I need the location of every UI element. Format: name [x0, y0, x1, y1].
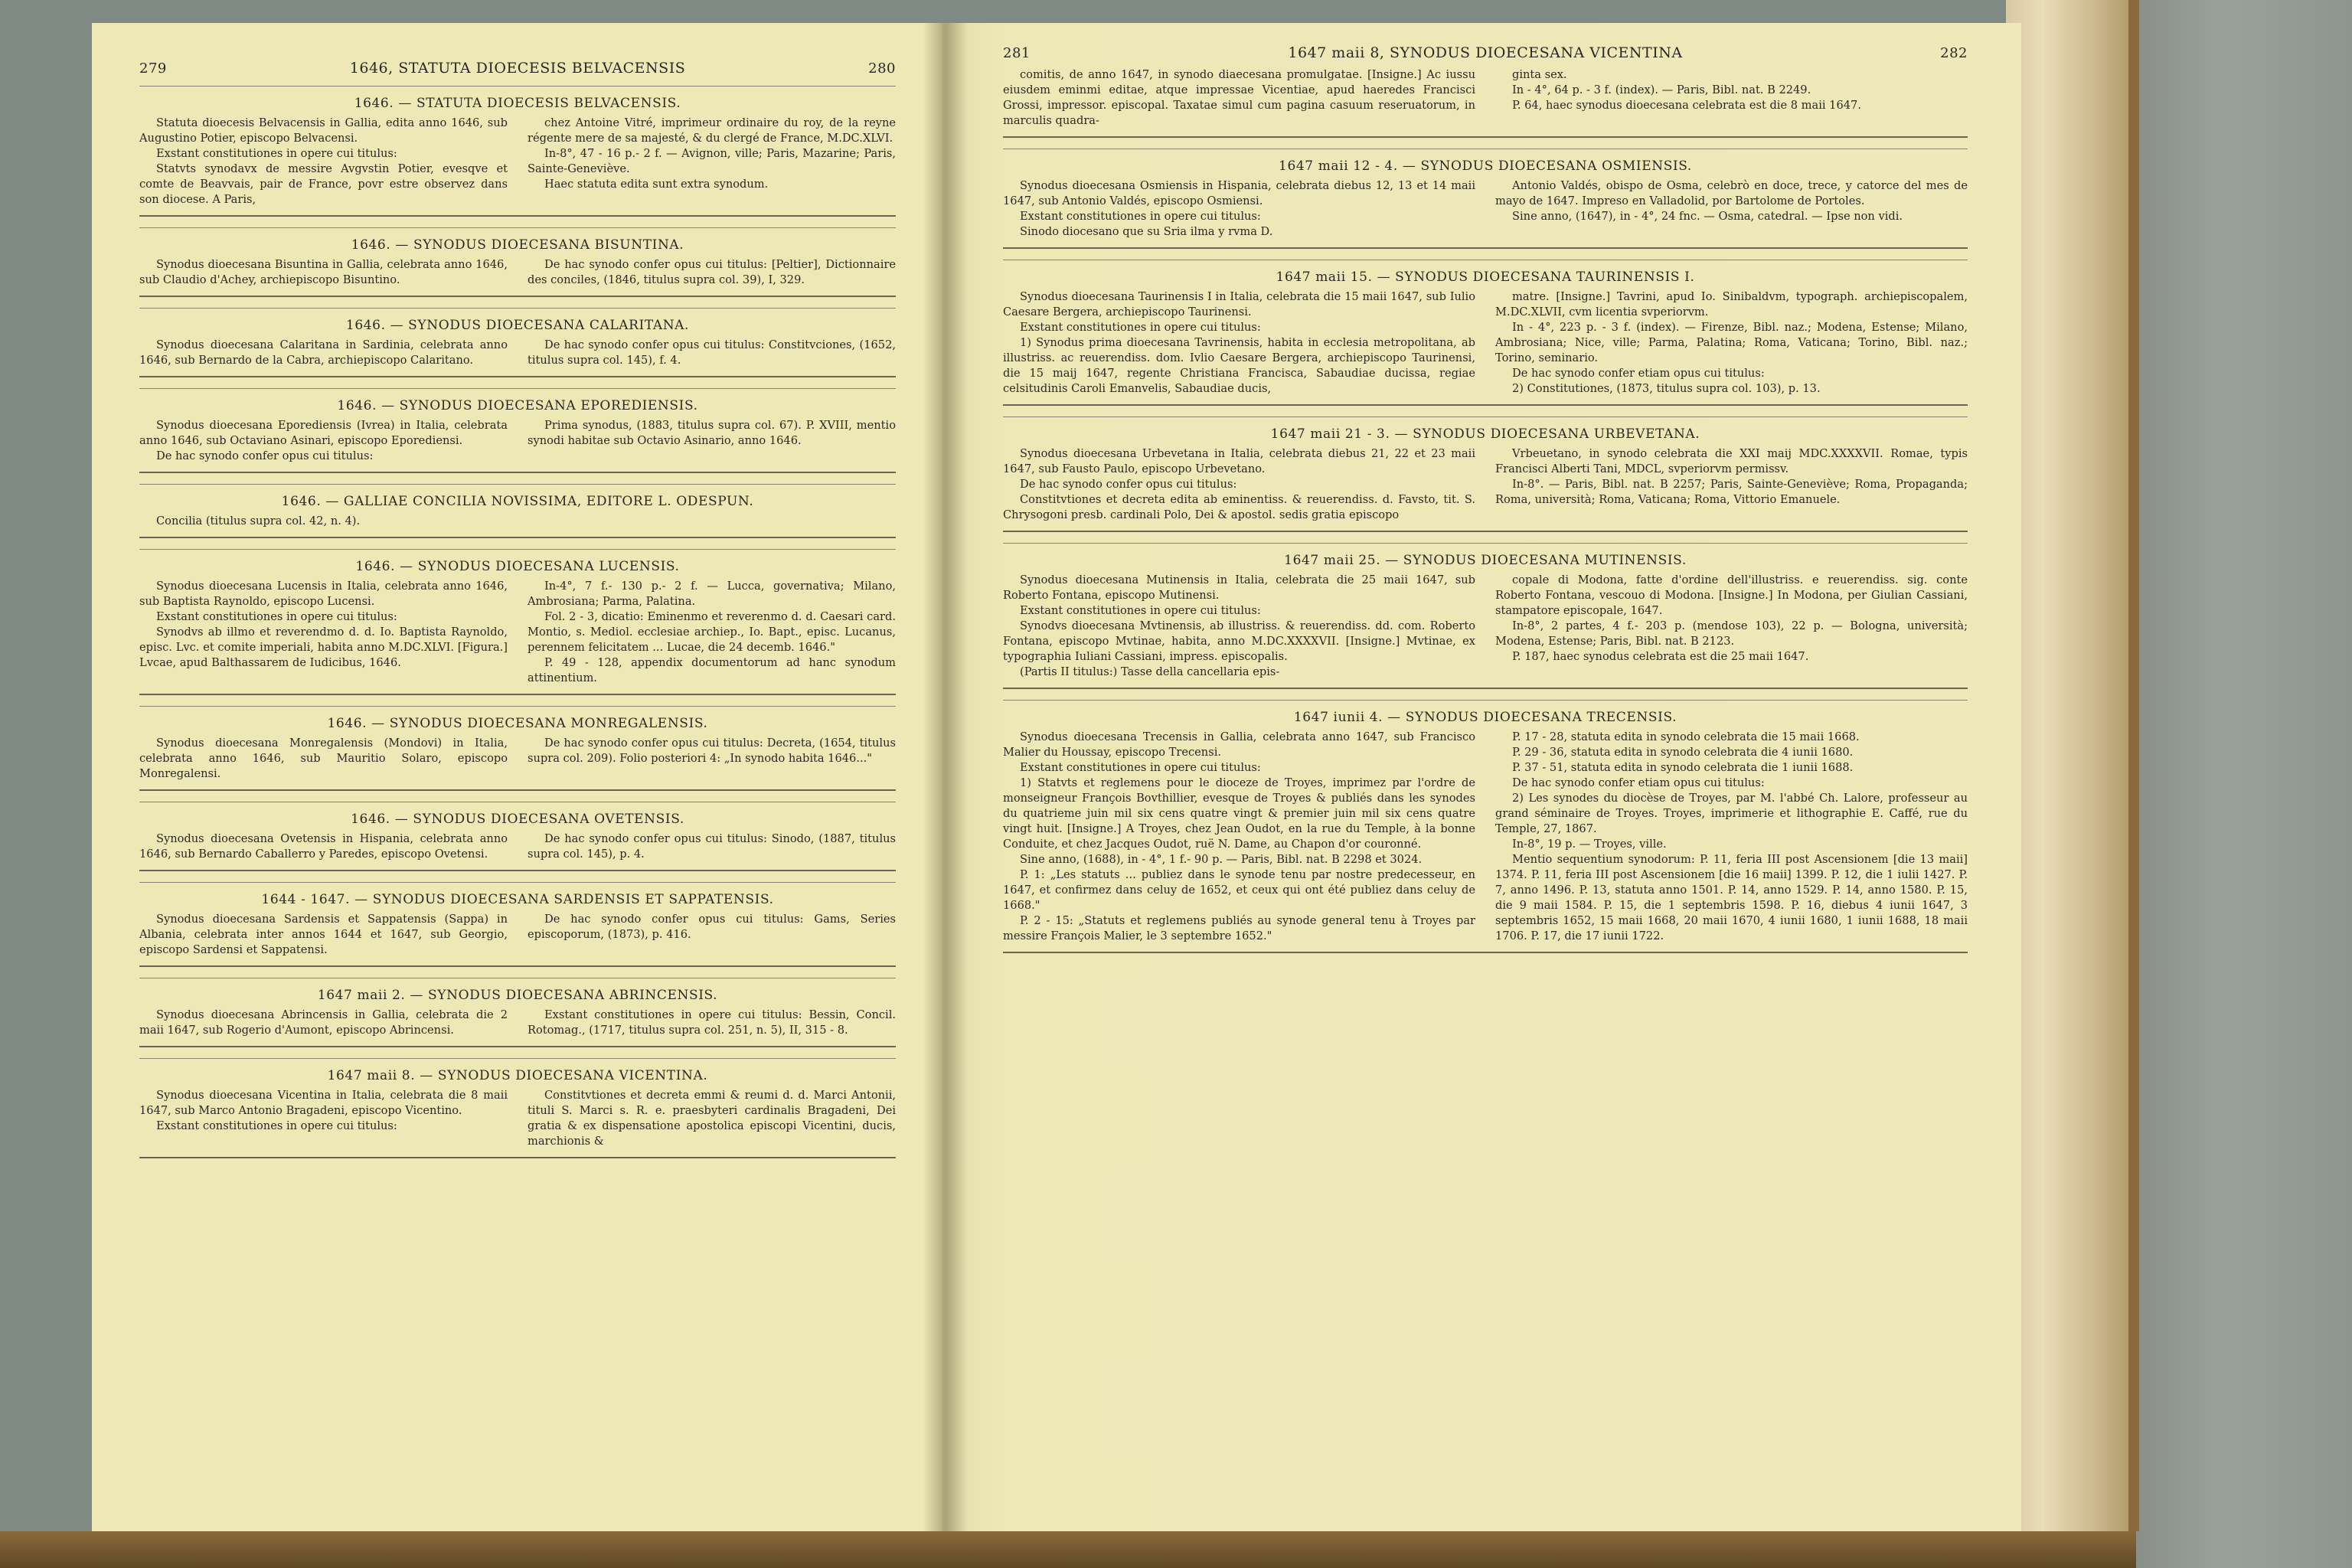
entry-paragraph: Concilia (titulus supra col. 42, n. 4). [156, 514, 361, 528]
entry-column [1003, 67, 1475, 129]
entry-columns [1003, 178, 1968, 240]
entry-paragraph: 1) Statvts et reglemens pour le dioceze de Troyes, imprimez par l'ordre de monseigneur François Bovthillier, evesque de Troyes & publiés dans les synodes du quatrieme juin mil six cens quatre vingt & premier juin mil six cens quatre vingt huit. [Insigne.] A Troyes, chez Jean Oudot, en la rue du Temple, à la bonne Conduite, et chez Jacques Oudot, ruë N. Dame, au Chapon d'or couronné. [1003, 776, 1475, 851]
section-end-rule [1003, 531, 1968, 532]
entry-paragraph: Exstant constitutiones in opere cui titulus: [156, 1119, 397, 1132]
background-right [2136, 0, 2352, 1568]
entry-paragraph: In-8°, 47 - 16 p.- 2 f. — Avignon, ville; Paris, Mazarine; Paris, Sainte-Geneviève. [528, 147, 896, 175]
entry-paragraph: P. 17 - 28, statuta edita in synodo celebrata die 15 maii 1668. [1512, 730, 1860, 743]
section-heading: 1647 maii 15. — SYNODUS DIOECESANA TAURINENSIS I. [1276, 270, 1695, 285]
entry-paragraph: In-8°, 2 partes, 4 f.- 203 p. (mendose 103), 22 p. — Bologna, università; Modena, Estense; Paris, Bibl. nat. B 2123. [1495, 619, 1968, 648]
continuation-block [1003, 67, 1968, 138]
section-end-rule [1003, 952, 1968, 953]
entry-paragraph: Synodus dioecesana Trecensis in Gallia, celebrata anno 1647, sub Francisco Malier du Houssay, episcopo Trecensi. [1003, 730, 1475, 759]
entry-paragraph: Synodus dioecesana Urbevetana in Italia, celebrata diebus 21, 22 et 23 maii 1647, sub Fausto Paulo, episcopo Urbevetano. [1003, 447, 1475, 475]
entry-paragraph: Exstant constitutiones in opere cui titulus: [156, 610, 397, 623]
entry-paragraph: chez Antoine Vitré, imprimeur ordinaire du roy, de la reyne régente mere de sa majesté, & du clergé de France, M.DC.XLVI. [528, 116, 896, 145]
entry-column [139, 579, 508, 686]
entry-column [528, 418, 896, 464]
entry-section [1003, 700, 1968, 953]
entry-paragraph: Exstant constitutiones in opere cui titulus: [1020, 604, 1261, 617]
entry-paragraph: Statvts synodavx de messire Avgvstin Potier, evesqve et comte de Beavvais, pair de France, povr estre observez dans son diocese. A Paris, [139, 162, 508, 206]
entry-paragraph: Synodus dioecesana Eporediensis (Ivrea) in Italia, celebrata anno 1646, sub Octaviano Asinari, episcopo Eporediensi. [139, 419, 508, 447]
entry-columns [139, 514, 896, 529]
entry-paragraph: In - 4°, 64 p. - 3 f. (index). — Paris, Bibl. nat. B 2249. [1512, 83, 1811, 96]
entry-paragraph: Fol. 2 - 3, dicatio: Eminenmo et reverenmo d. d. Caesari card. Montio, s. Mediol. ecclesiae archiep., Io. Bapt., episc. Lucanus, perennem felicitatem ... Lucae, die 24 decemb. 1646." [528, 610, 896, 654]
section-end-rule [139, 296, 896, 297]
running-title: 1646, STATUTA DIOECESIS BELVACENSIS [349, 60, 686, 77]
entry-paragraph: Constitvtiones et decreta emmi & reumi d. d. Marci Antonii, tituli S. Marci s. R. e. praesbyteri cardinalis Bragadeni, Dei gratia & ex dispensatione apostolica episcopi Vicentini, ducis, marchionis & [528, 1089, 896, 1148]
section-end-rule [139, 215, 896, 217]
section-heading: 1647 maii 21 - 3. — SYNODUS DIOECESANA URBEVETANA. [1270, 426, 1700, 442]
entry-column [139, 1088, 508, 1149]
entry-paragraph: (Partis II titulus:) Tasse della cancellaria epis- [1020, 665, 1280, 678]
entry-paragraph: De hac synodo confer etiam opus cui titulus: [1512, 367, 1765, 380]
entry-paragraph: Synodus dioecesana Osmiensis in Hispania, celebrata diebus 12, 13 et 14 maii 1647, sub Antonio Valdés, episcopo Osmiensi. [1003, 179, 1475, 207]
entry-paragraph: De hac synodo confer opus cui titulus: Gams, Series episcoporum, (1873), p. 416. [528, 913, 896, 941]
entry-paragraph: Synodvs ab illmo et reverendmo d. d. Io. Baptista Raynoldo, episc. Lvc. et comite imperiali, habita anno M.DC.XLVI. [Figura.] Lvcae, apud Balthassarem de Iudicibus, 1646. [139, 626, 508, 669]
section-rule [139, 1058, 896, 1059]
entry-paragraph: Exstant constitutiones in opere cui titulus: [1020, 761, 1261, 774]
entry-paragraph: copale di Modona, fatte d'ordine dell'illustriss. e reuerendiss. sig. conte Roberto Fontana, vescouo di Modona. [Insigne.] In Modona, per Giulian Cassiani, stampatore episcopale, 1647. [1495, 573, 1968, 617]
page-number: 282 [1940, 45, 1968, 61]
entry-paragraph: De hac synodo confer opus cui titulus: [1020, 478, 1237, 491]
section-heading: 1647 maii 12 - 4. — SYNODUS DIOECESANA OSMIENSIS. [1279, 158, 1692, 174]
section-heading: 1646. — STATUTA DIOECESIS BELVACENSIS. [354, 96, 681, 111]
entry-paragraph: Sine anno, (1688), in - 4°, 1 f.- 90 p. — Paris, Bibl. nat. B 2298 et 3024. [1020, 853, 1423, 866]
section-heading: 1646. — SYNODUS DIOECESANA EPOREDIENSIS. [337, 398, 698, 413]
entry-paragraph: Synodus dioecesana Monregalensis (Mondovi) in Italia, celebrata anno 1646, sub Mauritio Solaro, episcopo Monregalensi. [139, 737, 508, 780]
entry-paragraph: Sine anno, (1647), in - 4°, 24 fnc. — Osma, catedral. — Ipse non vidi. [1512, 210, 1903, 223]
section-rule [1003, 416, 1968, 417]
entry-paragraph: P. 49 - 128, appendix documentorum ad hanc synodum attinentium. [528, 656, 896, 684]
entry-paragraph: De hac synodo confer opus cui titulus: Sinodo, (1887, titulus supra col. 145), p. 4. [528, 832, 896, 861]
entry-column [528, 579, 896, 686]
running-head-left [139, 60, 896, 83]
entry-column [1495, 573, 1968, 680]
section-end-rule [139, 1046, 896, 1047]
entry-paragraph: Exstant constitutiones in opere cui titulus: Bessin, Concil. Rotomag., (1717, titulus supra col. 251, n. 5), II, 315 - 8. [528, 1008, 896, 1037]
left-sections [139, 86, 896, 1158]
entry-column [1495, 178, 1968, 240]
section-heading: 1646. — SYNODUS DIOECESANA LUCENSIS. [355, 559, 680, 574]
entry-paragraph: De hac synodo confer opus cui titulus: Decreta, (1654, titulus supra col. 209). Folio posteriori 4: „In synodo habita 1646..." [528, 737, 896, 765]
entry-paragraph: P. 64, haec synodus dioecesana celebrata est die 8 maii 1647. [1512, 99, 1861, 112]
entry-section [139, 484, 896, 538]
entry-paragraph: Synodvs dioecesana Mvtinensis, ab illustriss. & reuerendiss. dd. com. Roberto Fontana, episcopo Mvtinae, habita, anno M.DC.XXXXVII. [Insigne.] Mvtinae, ex typographia Iuliani Cassiani, impress. episcopalis. [1003, 619, 1475, 663]
entry-column [1495, 67, 1968, 129]
entry-column [139, 418, 508, 464]
entry-paragraph: In - 4°, 223 p. - 3 f. (index). — Firenze, Bibl. naz.; Modena, Estense; Milano, Ambrosiana; Nice, ville; Parma, Palatina; Roma, Vaticana; Torino, Bibl. naz.; Torino, seminario. [1495, 321, 1968, 364]
entry-columns [139, 257, 896, 288]
section-end-rule [139, 1157, 896, 1158]
entry-section [139, 308, 896, 377]
entry-section [1003, 416, 1968, 532]
section-rule [139, 227, 896, 228]
entry-columns [1003, 730, 1968, 944]
section-heading: 1646. — SYNODUS DIOECESANA MONREGALENSIS. [327, 716, 708, 731]
entry-paragraph: Synodus dioecesana Calaritana in Sardinia, celebrata anno 1646, sub Bernardo de la Cabra, archiepiscopo Calaritano. [139, 338, 508, 367]
entry-paragraph: Synodus dioecesana Vicentina in Italia, celebrata die 8 maii 1647, sub Marco Antonio Bragadeni, episcopo Vicentino. [139, 1089, 508, 1117]
entry-column [528, 338, 896, 368]
entry-column [528, 257, 896, 288]
section-heading: 1646. — SYNODUS DIOECESANA OVETENSIS. [351, 812, 684, 827]
entry-columns [139, 736, 896, 782]
entry-columns [1003, 67, 1968, 129]
section-end-rule [1003, 136, 1968, 138]
entry-paragraph: Exstant constitutiones in opere cui titulus: [1020, 210, 1261, 223]
entry-section [1003, 260, 1968, 406]
entry-paragraph: P. 37 - 51, statuta edita in synodo celebrata die 1 iunii 1688. [1512, 761, 1854, 774]
entry-section [139, 882, 896, 967]
book-cover-bottom [0, 1531, 2136, 1568]
section-rule [139, 882, 896, 883]
entry-section [139, 1058, 896, 1158]
entry-columns [1003, 289, 1968, 397]
entry-paragraph: 2) Les synodes du diocèse de Troyes, par M. l'abbé Ch. Lalore, professeur au grand séminaire de Troyes. Troyes, imprimerie et lithographie E. Caffé, rue du Temple, 27, 1867. [1495, 792, 1968, 835]
section-heading: 1646. — SYNODUS DIOECESANA CALARITANA. [345, 318, 690, 333]
entry-paragraph: comitis, de anno 1647, in synodo diaecesana promulgatae. [Insigne.] Ac iussu eiusdem eminmi editae, atque impressae Vicentiae, apud haeredes Francisci Grossi, impressor. episcopal. Taxatae simul cum pagina casuum reseruatorum, in marculis quadra- [1003, 68, 1475, 127]
section-rule [139, 549, 896, 550]
entry-paragraph: De hac synodo confer opus cui titulus: Constitvciones, (1652, titulus supra col. 145), f. 4. [528, 338, 896, 367]
running-head-right [1003, 44, 1968, 67]
entry-column [1495, 730, 1968, 944]
entry-column [528, 831, 896, 862]
section-rule [1003, 543, 1968, 544]
entry-paragraph: Mentio sequentium synodorum: P. 11, feria III post Ascensionem [die 13 maii] 1374. P. 11, feria III post Ascensionem [die 16 maii] 1399. P. 12, die 1 iulii 1427. P. 7, anno 1496. P. 13, statuta anno 1501. P. 14, anno 1529. P. 14, anno 1580. P. 15, die 9 maii 1584. P. 15, die 1 septembris 1598. P. 16, diebus 4 iunii 1647, 3 septembris 1652, 15 maii 1668, 20 maii 1670, 4 iunii 1680, 1 iunii 1688, 18 maii 1706. P. 17, die 17 iunii 1722. [1495, 853, 1968, 942]
entry-columns [139, 338, 896, 368]
page-number: 279 [139, 60, 167, 77]
entry-columns [139, 912, 896, 958]
entry-paragraph: P. 1: „Les statuts ... publiez dans le synode tenu par nostre predecesseur, en 1647, et confirmez dans celuy de 1652, et ceux qui ont été publiez dans celuy de 1668." [1003, 868, 1475, 912]
entry-column [139, 831, 508, 862]
page-number: 281 [1003, 45, 1031, 61]
entry-paragraph: In-8°, 19 p. — Troyes, ville. [1512, 838, 1667, 851]
entry-paragraph: matre. [Insigne.] Tavrini, apud Io. Sinibaldvm, typograph. archiepiscopalem, M.DC.XLVII, cvm licentia svperiorvm. [1495, 290, 1968, 318]
section-heading: 1647 maii 25. — SYNODUS DIOECESANA MUTINENSIS. [1284, 553, 1687, 568]
entry-paragraph: P. 29 - 36, statuta edita in synodo celebrata die 4 iunii 1680. [1512, 746, 1854, 759]
entry-columns [1003, 573, 1968, 680]
entry-column [528, 736, 896, 782]
entry-column [139, 1008, 508, 1038]
entry-paragraph: Synodus dioecesana Sardensis et Sappatensis (Sappa) in Albania, celebrata inter annos 1644 et 1647, sub Georgio, episcopo Sardensi et Sappatensi. [139, 913, 508, 956]
right-sections [1003, 149, 1968, 953]
entry-column [1003, 730, 1475, 944]
section-heading: 1647 maii 2. — SYNODUS DIOECESANA ABRINCENSIS. [317, 988, 718, 1003]
entry-paragraph: Exstant constitutiones in opere cui titulus: [1020, 321, 1261, 334]
entry-paragraph: Synodus dioecesana Abrincensis in Gallia, celebrata die 2 maii 1647, sub Rogerio d'Aumont, episcopo Abrincensi. [139, 1008, 508, 1037]
entry-section [1003, 543, 1968, 689]
section-rule [139, 308, 896, 309]
section-end-rule [139, 870, 896, 871]
entry-column [139, 736, 508, 782]
entry-column [528, 912, 896, 958]
entry-column [528, 1008, 896, 1038]
entry-column [139, 338, 508, 368]
entry-paragraph: P. 187, haec synodus celebrata est die 25 maii 1647. [1512, 650, 1809, 663]
entry-column [139, 257, 508, 288]
entry-paragraph: Statuta dioecesis Belvacensis in Gallia, edita anno 1646, sub Augustino Potier, episcopo Belvacensi. [139, 116, 508, 145]
section-end-rule [139, 965, 896, 967]
section-end-rule [139, 537, 896, 538]
section-heading: 1647 iunii 4. — SYNODUS DIOECESANA TRECENSIS. [1293, 710, 1677, 725]
entry-paragraph: In-4°, 7 f.- 130 p.- 2 f. — Lucca, governativa; Milano, Ambrosiana; Parma, Palatina. [528, 580, 896, 608]
running-title: 1647 maii 8, SYNODUS DIOECESANA VICENTINA [1288, 44, 1683, 61]
section-end-rule [1003, 688, 1968, 689]
section-end-rule [139, 789, 896, 791]
entry-column [528, 116, 896, 207]
section-rule [1003, 700, 1968, 701]
section-rule [139, 706, 896, 707]
entry-columns [139, 116, 896, 207]
entry-columns [139, 831, 896, 862]
entry-paragraph: P. 2 - 15: „Statuts et reglemens publiés au synode general tenu à Troyes par messire François Malier, le 3 septembre 1652." [1003, 914, 1475, 942]
section-rule [139, 388, 896, 389]
section-end-rule [139, 694, 896, 695]
section-heading: 1646. — GALLIAE CONCILIA NOVISSIMA, EDITORE L. ODESPUN. [281, 494, 754, 509]
entry-paragraph: 2) Constitutiones, (1873, titulus supra col. 103), p. 13. [1512, 382, 1821, 395]
entry-paragraph: Constitvtiones et decreta edita ab eminentiss. & reuerendiss. d. Favsto, tit. S. Chrysogoni presb. cardinali Polo, Dei & apostol. sedis gratia episcopo [1003, 493, 1475, 521]
entry-columns [139, 1088, 896, 1149]
entry-column [528, 1088, 896, 1149]
entry-paragraph: Synodus dioecesana Taurinensis I in Italia, celebrata die 15 maii 1647, sub Iulio Caesare Bergera, archiepiscopo Taurinensi. [1003, 290, 1475, 318]
entry-column [139, 514, 896, 529]
entry-paragraph: Synodus dioecesana Bisuntina in Gallia, celebrata anno 1646, sub Claudio d'Achey, archiepiscopo Bisuntino. [139, 258, 508, 286]
entry-columns [1003, 446, 1968, 523]
section-rule [139, 484, 896, 485]
entry-section [139, 802, 896, 871]
entry-column [139, 116, 508, 207]
book-page-edges [2006, 0, 2139, 1531]
entry-paragraph: ginta sex. [1512, 68, 1567, 81]
entry-section [1003, 149, 1968, 249]
entry-section [139, 227, 896, 297]
section-heading: 1646. — SYNODUS DIOECESANA BISUNTINA. [351, 237, 684, 253]
entry-section [139, 706, 896, 791]
entry-paragraph: 1) Synodus prima dioecesana Tavrinensis, habita in ecclesia metropolitana, ab illustriss. ac reuerendiss. dom. Ivlio Caesare Bergera, archiepiscopo Taurinensi, die 15 maij 1647, regente Christiana Francisca, Sabaudiae ducissa, regiae celsitudinis Caroli Emanvelis, Sabaudiae ducis, [1003, 336, 1475, 395]
right-page [942, 23, 2021, 1531]
entry-column [1003, 289, 1475, 397]
entry-paragraph: Synodus dioecesana Mutinensis in Italia, celebrata die 25 maii 1647, sub Roberto Fontana, episcopo Mutinensi. [1003, 573, 1475, 602]
entry-column [139, 912, 508, 958]
section-end-rule [1003, 247, 1968, 249]
entry-paragraph: Haec statuta edita sunt extra synodum. [544, 178, 769, 191]
section-end-rule [139, 472, 896, 473]
entry-section [139, 549, 896, 695]
entry-paragraph: Synodus dioecesana Lucensis in Italia, celebrata anno 1646, sub Baptista Raynoldo, episcopo Lucensi. [139, 580, 508, 608]
entry-paragraph: De hac synodo confer opus cui titulus: [Peltier], Dictionnaire des conciles, (1846, titulus supra col. 39), I, 329. [528, 258, 896, 286]
entry-paragraph: Sinodo diocesano que su Sria ilma y rvma D. [1020, 225, 1273, 238]
entry-column [1003, 446, 1475, 523]
left-page [92, 23, 942, 1531]
entry-column [1495, 289, 1968, 397]
entry-paragraph: Vrbeuetano, in synodo celebrata die XXI maij MDC.XXXXVII. Romae, typis Francisci Alberti Tani, MDCL, svperiorvm permissv. [1495, 447, 1968, 475]
entry-column [1003, 178, 1475, 240]
entry-section [139, 86, 896, 217]
entry-paragraph: Antonio Valdés, obispo de Osma, celebrò en doce, trece, y catorce del mes de mayo de 1647. Impreso en Valladolid, por Bartolome de Portoles. [1495, 179, 1968, 207]
section-rule [139, 86, 896, 87]
entry-paragraph: Synodus dioecesana Ovetensis in Hispania, celebrata anno 1646, sub Bernardo Caballerro y Paredes, episcopo Ovetensi. [139, 832, 508, 861]
entry-paragraph: Exstant constitutiones in opere cui titulus: [156, 147, 397, 160]
section-heading: 1647 maii 8. — SYNODUS DIOECESANA VICENTINA. [327, 1068, 708, 1083]
book-gutter [923, 23, 969, 1531]
entry-column [1495, 446, 1968, 523]
entry-columns [139, 579, 896, 686]
entry-section [139, 388, 896, 473]
entry-paragraph: De hac synodo confer etiam opus cui titulus: [1512, 776, 1765, 789]
entry-columns [139, 418, 896, 464]
entry-paragraph: In-8°. — Paris, Bibl. nat. B 2257; Paris, Sainte-Geneviève; Roma, Propaganda; Roma, università; Roma, Vaticana; Roma, Vittorio Emanuele. [1495, 478, 1968, 506]
entry-paragraph: Prima synodus, (1883, titulus supra col. 67). P. XVIII, mentio synodi habitae sub Octavio Asinario, anno 1646. [528, 419, 896, 447]
entry-column [1003, 573, 1475, 680]
entry-columns [139, 1008, 896, 1038]
section-heading: 1644 - 1647. — SYNODUS DIOECESANA SARDENSIS ET SAPPATENSIS. [261, 892, 774, 907]
section-end-rule [139, 376, 896, 377]
section-end-rule [1003, 404, 1968, 406]
page-number: 280 [868, 60, 896, 77]
entry-section [139, 978, 896, 1047]
entry-paragraph: De hac synodo confer opus cui titulus: [156, 449, 374, 462]
